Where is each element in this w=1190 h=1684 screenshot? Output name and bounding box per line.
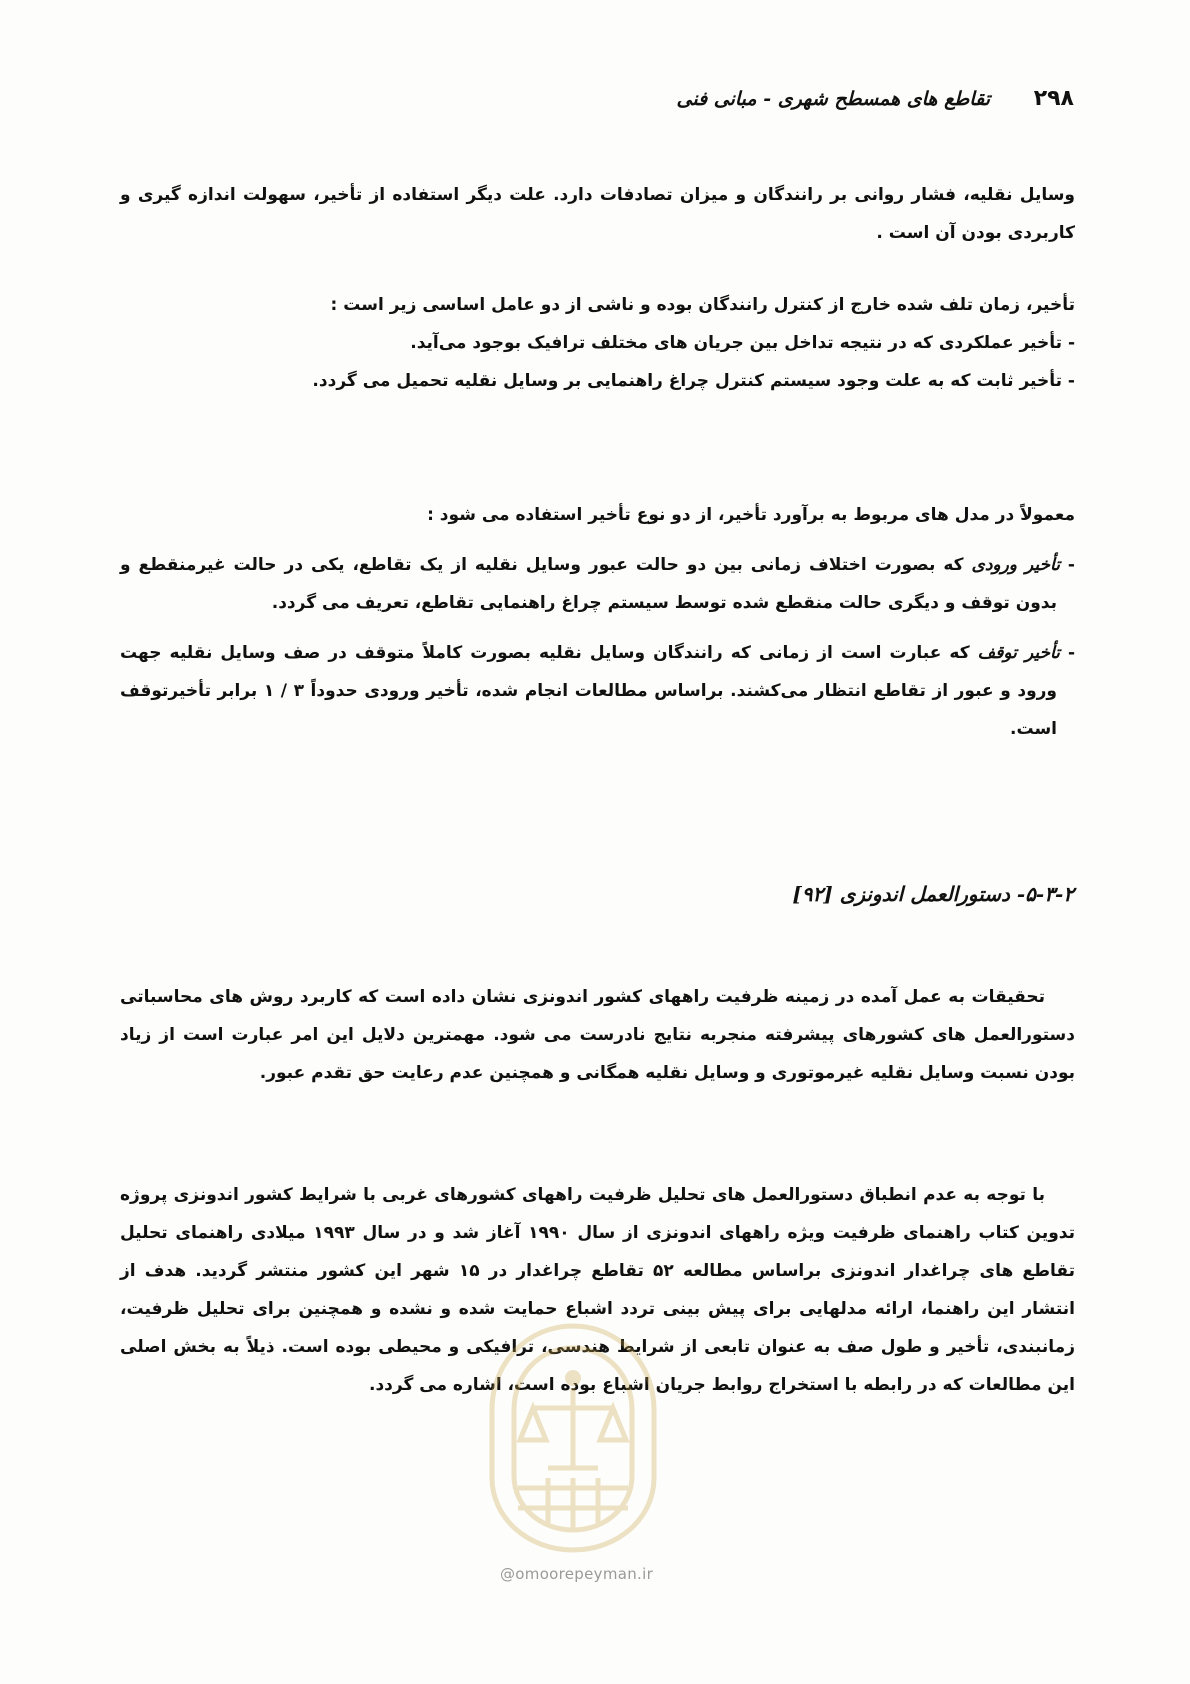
list-item-entry-delay	[120, 546, 1075, 622]
scales-of-justice-seal-icon	[478, 1318, 668, 1558]
page-header	[114, 86, 1074, 126]
stop-delay-term: تأخیر توقف	[977, 643, 1060, 663]
entry-delay-term: تأخیر ورودی	[971, 555, 1060, 575]
indonesia-text: با توجه به عدم انطباق دستورالعمل های تحلیل ظرفیت راههای کشورهای غربی با شرایط کشور اندونزی پروژه تدوین کتاب راهنمای ظرفیت ویژه راههای اندونزی از سال ۱۹۹۰ آغاز شد و در سال ۱۹۹۳ میلادی راهنمای تحلیل تقاطع های چراغدار اندونزی براساس مطالعه ۵۲ تقاطع چراغدار در ۱۵ شهر این کشور منتشر گردید. هدف از انتشار این راهنما، ارائه مدلهایی برای پیش بینی تردد اشباع حمایت شده و نشده و همچنین برای تحلیل ظرفیت، زمانبندی، تأخیر و طول صف به عنوان تابعی از شرایط هندسی، ترافیکی و محیطی بوده است. ذیلاً به بخش اصلی این مطالعات که در رابطه با استخراج روابط جریان اشباع بوده است، اشاره می گردد.	[120, 1185, 1076, 1395]
list-item-operational-delay: - تأخیر عملکردی که در نتیجه تداخل بین جریان های مختلف ترافیک بوجود می‌آید.	[410, 333, 1075, 353]
research-text: تحقیقات به عمل آمده در زمینه ظرفیت راههای کشور اندونزی نشان داده است که کاربرد روش های محاسباتی دستورالعمل های کشورهای پیشرفته منجربه نتایج نادرست می شود. مهمترین دلایل این امر عبارت است از زیاد بودن نسبت وسایل نقلیه غیرموتوری و وسایل نقلیه همگانی و همچنین عدم رعایت حق تقدم عبور.	[120, 987, 1075, 1083]
watermark-site: @omoorepeyman.ir	[500, 1565, 654, 1583]
research-paragraph	[120, 978, 1075, 1092]
entry-delay-prefix: -	[1059, 555, 1075, 575]
stop-delay-prefix: -	[1059, 643, 1075, 663]
list-item-fixed-delay: - تأخیر ثابت که به علت وجود سیستم کنترل چراغ راهنمایی بر وسایل نقلیه تحمیل می گردد.	[312, 371, 1075, 391]
delay-models-lead	[135, 496, 1075, 534]
stop-delay-text: که عبارت است از زمانی که رانندگان وسایل نقلیه بصورت کاملاً متوقف در صف وسایل نقلیه جهت ورود و عبور از تقاطع انتظار می‌کشند. براساس مطالعات انجام شده، تأخیر ورودی حدوداً ۳ / ۱ برابر تأخیرتوقف است.	[120, 643, 1057, 739]
entry-delay-text: که بصورت اختلاف زمانی بین دو حالت عبور وسایل نقلیه از یک تقاطع، یکی در حالت غیرمنقطع و بدون توقف و دیگری حالت منقطع شده توسط سیستم چراغ راهنمایی تقاطع، تعریف می گردد.	[120, 555, 1057, 613]
intro-text: وسایل نقلیه، فشار روانی بر رانندگان و میزان تصادفات دارد. علت دیگر استفاده از تأخیر، سهولت اندازه گیری و کاربردی بودن آن است .	[120, 185, 1075, 243]
running-title: تقاطع های همسطح شهری - مبانی فنی	[676, 88, 990, 110]
delay-types-list	[120, 546, 1075, 760]
delay-definition	[135, 286, 1075, 400]
section-heading: ۵-۳-۲- دستورالعمل اندونزی [۹۲]	[792, 882, 1074, 906]
delay-definition-lead: تأخیر، زمان تلف شده خارج از کنترل رانندگان بوده و ناشی از دو عامل اساسی زیر است :	[330, 295, 1075, 315]
list-item-stop-delay	[120, 634, 1075, 748]
delay-models-lead-text: معمولاً در مدل های مربوط به برآورد تأخیر، از دو نوع تأخیر استفاده می شود :	[427, 505, 1075, 525]
intro-paragraph	[120, 176, 1075, 252]
page-number: ۲۹۸	[1033, 86, 1074, 111]
